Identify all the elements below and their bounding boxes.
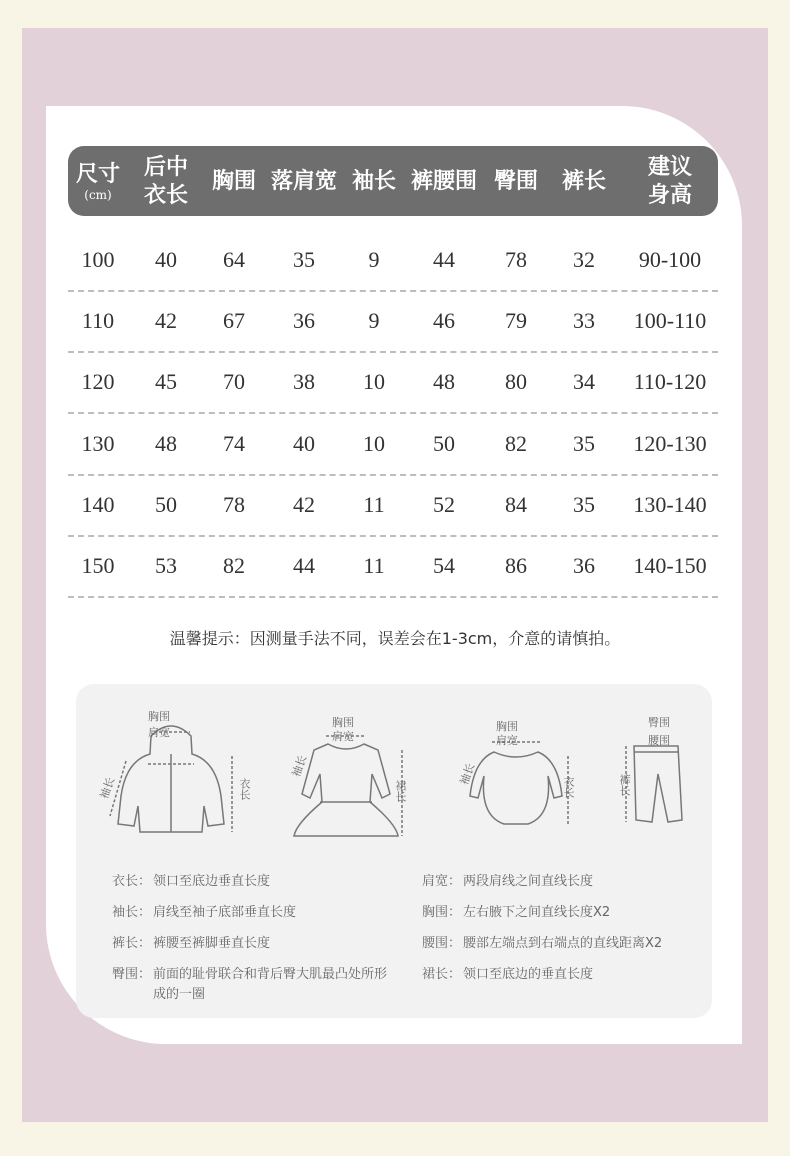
table-cell: 67 xyxy=(223,308,245,334)
definition-item xyxy=(422,903,703,923)
definition-term: 胸围： xyxy=(422,905,462,920)
definition-term: 肩宽： xyxy=(422,874,462,889)
definition-term: 腰围： xyxy=(422,936,462,951)
definition-item xyxy=(112,934,393,954)
table-cell: 84 xyxy=(505,491,527,517)
header-cell xyxy=(76,146,120,216)
table-row xyxy=(68,231,718,292)
table-cell: 100-110 xyxy=(633,308,707,334)
pants-waist-label: 腰围 xyxy=(648,734,670,747)
table-cell: 36 xyxy=(573,553,595,578)
table-cell: 44 xyxy=(433,247,455,272)
table-cell: 11 xyxy=(363,491,385,517)
table-cell: 79 xyxy=(505,308,527,334)
definition-term: 裙长： xyxy=(422,967,462,982)
definition-item xyxy=(112,872,393,892)
header-cell xyxy=(352,146,396,216)
header-unit: (cm) xyxy=(84,188,112,202)
header-cell xyxy=(494,146,538,216)
table-cell: 64 xyxy=(223,247,245,272)
table-cell: 42 xyxy=(293,491,315,517)
definition-text: 领口至底边垂直长度 xyxy=(153,874,271,889)
table-cell: 120-130 xyxy=(633,430,707,456)
header-label: 臀围 xyxy=(493,168,539,194)
romper-diagram xyxy=(456,716,576,836)
dress-chest-label: 胸围 xyxy=(332,716,354,729)
dress-sleeve-label: 袖长 xyxy=(289,753,310,779)
definition-text: 前面的耻骨联合和背后臀大肌最凸处所形成的一圈 xyxy=(153,967,388,1002)
table-cell: 150 xyxy=(81,553,115,578)
table-cell: 9 xyxy=(368,308,380,334)
definition-item xyxy=(422,934,703,954)
measurement-guide xyxy=(76,684,712,1018)
table-row xyxy=(68,476,718,537)
definition-term: 臀围： xyxy=(112,967,152,982)
table-cell: 110 xyxy=(81,308,115,334)
table-row xyxy=(68,292,718,353)
definition-text: 左右腋下之间直线长度X2 xyxy=(463,905,611,920)
header-label: 建议 xyxy=(647,154,693,180)
romper-shoulder-label: 肩宽 xyxy=(496,734,518,747)
table-cell: 32 xyxy=(573,247,595,272)
header-cell xyxy=(271,146,337,216)
table-cell: 48 xyxy=(155,430,177,456)
table-cell: 130 xyxy=(81,430,115,456)
table-cell: 50 xyxy=(155,491,177,517)
jacket-shoulder-label: 肩宽 xyxy=(148,726,170,739)
definition-item xyxy=(422,872,703,892)
table-cell: 35 xyxy=(573,430,595,456)
header-label: 袖长 xyxy=(351,168,397,194)
header-label: 裤腰围 xyxy=(410,168,478,194)
table-cell: 44 xyxy=(293,553,315,578)
pants-diagram xyxy=(616,712,696,832)
table-cell: 11 xyxy=(363,553,385,578)
header-cell xyxy=(144,146,188,216)
header-label: 尺寸 xyxy=(75,161,121,187)
header-cell xyxy=(562,146,606,216)
header-label: 身高 xyxy=(647,182,693,208)
row-divider xyxy=(68,596,718,598)
pants-length-label: 裤长 xyxy=(618,774,631,796)
table-cell: 82 xyxy=(505,430,527,456)
definition-term: 衣长： xyxy=(112,874,152,889)
table-cell: 140-150 xyxy=(633,553,707,578)
table-cell: 35 xyxy=(293,247,315,272)
table-cell: 86 xyxy=(505,553,527,578)
table-cell: 45 xyxy=(155,369,177,395)
table-cell: 74 xyxy=(223,430,245,456)
table-cell: 33 xyxy=(573,308,595,334)
table-cell: 34 xyxy=(573,369,595,395)
dress-diagram xyxy=(286,714,406,844)
table-cell: 82 xyxy=(223,553,245,578)
header-label: 胸围 xyxy=(211,168,257,194)
definition-item xyxy=(422,965,703,985)
definition-item xyxy=(112,903,393,923)
header-label: 后中 xyxy=(143,154,189,180)
table-header xyxy=(68,146,718,216)
definition-item xyxy=(112,965,393,1005)
table-cell: 10 xyxy=(363,430,385,456)
table-cell: 130-140 xyxy=(633,491,707,517)
table-cell: 9 xyxy=(368,247,380,272)
table-cell: 52 xyxy=(433,491,455,517)
table-cell: 42 xyxy=(155,308,177,334)
header-label: 衣长 xyxy=(143,182,189,208)
header-label: 裤长 xyxy=(561,168,607,194)
romper-length-label: 衣长 xyxy=(562,776,575,798)
jacket-diagram xyxy=(96,706,251,846)
romper-chest-label: 胸围 xyxy=(496,720,518,733)
table-cell: 48 xyxy=(433,369,455,395)
table-cell: 120 xyxy=(81,369,115,395)
definition-text: 裤腰至裤脚垂直长度 xyxy=(153,936,271,951)
table-cell: 70 xyxy=(223,369,245,395)
definition-text: 领口至底边的垂直长度 xyxy=(463,967,594,982)
pants-hip-label: 臀围 xyxy=(648,716,670,729)
dress-shoulder-label: 肩宽 xyxy=(332,730,354,743)
table-cell: 53 xyxy=(155,553,177,578)
header-cell xyxy=(212,146,256,216)
table-cell: 78 xyxy=(223,491,245,517)
jacket-chest-label: 胸围 xyxy=(148,710,170,723)
table-cell: 110-120 xyxy=(633,369,707,395)
romper-sleeve-label: 袖长 xyxy=(457,761,478,787)
definition-text: 肩线至袖子底部垂直长度 xyxy=(153,905,297,920)
table-row xyxy=(68,537,718,598)
table-cell: 36 xyxy=(293,308,315,334)
definition-text: 两段肩线之间直线长度 xyxy=(463,874,594,889)
table-cell: 50 xyxy=(433,430,455,456)
table-cell: 90-100 xyxy=(638,247,702,272)
table-cell: 46 xyxy=(433,308,455,334)
jacket-sleeve-label: 袖长 xyxy=(97,775,118,801)
table-cell: 35 xyxy=(573,491,595,517)
table-cell: 140 xyxy=(81,491,115,517)
definition-term: 袖长： xyxy=(112,905,152,920)
header-label: 落肩宽 xyxy=(270,168,338,194)
table-cell: 40 xyxy=(293,430,315,456)
table-cell: 78 xyxy=(505,247,527,272)
table-cell: 54 xyxy=(433,553,455,578)
table-cell: 100 xyxy=(81,247,115,272)
table-row xyxy=(68,415,718,476)
definition-text: 腰部左端点到右端点的直线距离X2 xyxy=(463,936,663,951)
header-cell xyxy=(411,146,477,216)
table-row xyxy=(68,353,718,414)
table-cell: 38 xyxy=(293,369,315,395)
measurement-tip: 温馨提示：因测量手法不同，误差会在1-3cm，介意的请慎拍。 xyxy=(169,629,621,648)
dress-length-label: 裙长 xyxy=(394,780,407,802)
definition-term: 裤长： xyxy=(112,936,152,951)
table-cell: 80 xyxy=(505,369,527,395)
jacket-length-label: 衣长 xyxy=(238,778,251,800)
table-cell: 40 xyxy=(155,247,177,272)
header-cell xyxy=(648,146,692,216)
table-cell: 10 xyxy=(363,369,385,395)
